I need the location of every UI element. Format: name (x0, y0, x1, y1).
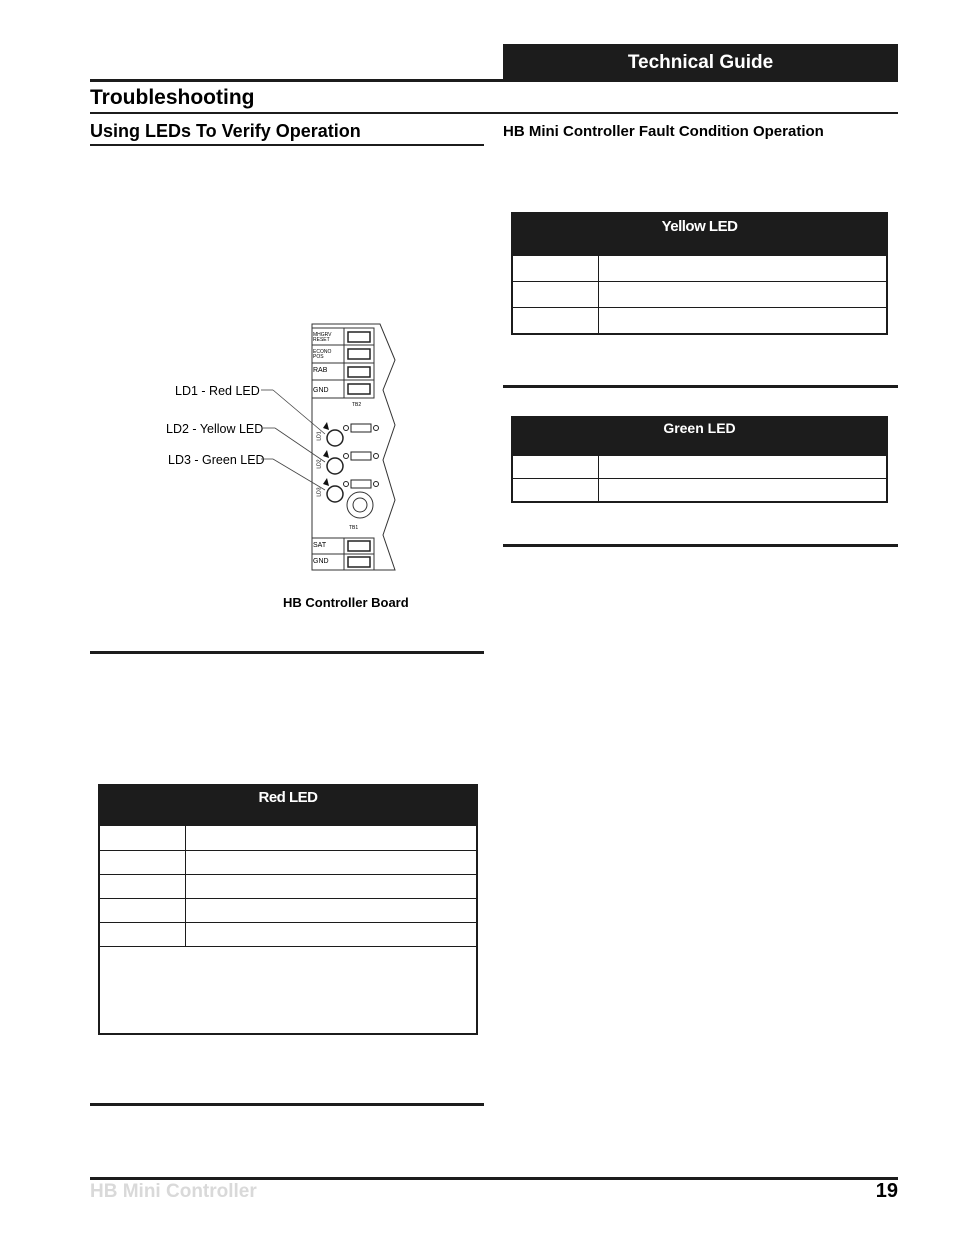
green-led-table (511, 416, 888, 503)
terminal-label-rab: RAB (313, 367, 328, 374)
right-divider-2 (503, 544, 898, 547)
technical-guide-badge: Technical Guide (503, 44, 898, 81)
right-divider-1 (503, 385, 898, 388)
left-divider-1 (90, 651, 484, 654)
terminal-label-sat: SAT (313, 542, 327, 549)
callout-ld2: LD2 - Yellow LED (166, 422, 264, 436)
table-row (512, 282, 887, 308)
led-code-ld2: LD2 (316, 459, 323, 469)
table-row (512, 308, 887, 335)
yellow-led-table (511, 212, 888, 335)
led-code-ld1: LD1 (316, 431, 323, 441)
red-led-title: Red LED (99, 785, 477, 809)
footer-rule (90, 1177, 898, 1180)
header-rule (90, 79, 898, 82)
figure-caption: HB Controller Board (283, 595, 409, 610)
yellow-led-title: Yellow LED (512, 213, 887, 239)
tb1-label: TB1 (349, 525, 359, 531)
footer-title: HB Mini Controller (90, 1181, 257, 1202)
green-led-title: Green LED (512, 417, 887, 439)
terminal-label-econo: ECONO POS (313, 349, 332, 360)
red-led-note-row (99, 947, 477, 1035)
table-row (99, 923, 477, 947)
green-led-subheader (512, 439, 887, 456)
table-row (99, 899, 477, 923)
terminal-label-gnd-top: GND (313, 387, 329, 394)
table-row (512, 256, 887, 282)
table-row (512, 479, 887, 503)
table-row (99, 851, 477, 875)
page-number: 19 (875, 1180, 898, 1202)
table-row (512, 456, 887, 479)
callout-ld3: LD3 - Green LED (168, 453, 265, 467)
table-row (99, 826, 477, 851)
terminal-label-mhgrv: MHGRV RESET (313, 332, 332, 343)
left-heading: Using LEDs To Verify Operation (90, 121, 361, 141)
terminal-label-gnd-bottom: GND (313, 558, 329, 565)
red-led-table (98, 784, 478, 1035)
left-heading-rule (90, 144, 484, 146)
left-divider-2 (90, 1103, 484, 1106)
red-led-subheader (99, 809, 477, 826)
section-title-rule (90, 112, 898, 114)
yellow-led-subheader (512, 239, 887, 256)
led-code-ld3: LD3 (316, 487, 323, 497)
section-title: Troubleshooting (90, 86, 255, 109)
table-row (99, 875, 477, 899)
right-heading: HB Mini Controller Fault Condition Operation (503, 123, 824, 140)
tb2-label: TB2 (352, 402, 362, 408)
callout-ld1: LD1 - Red LED (175, 384, 260, 398)
